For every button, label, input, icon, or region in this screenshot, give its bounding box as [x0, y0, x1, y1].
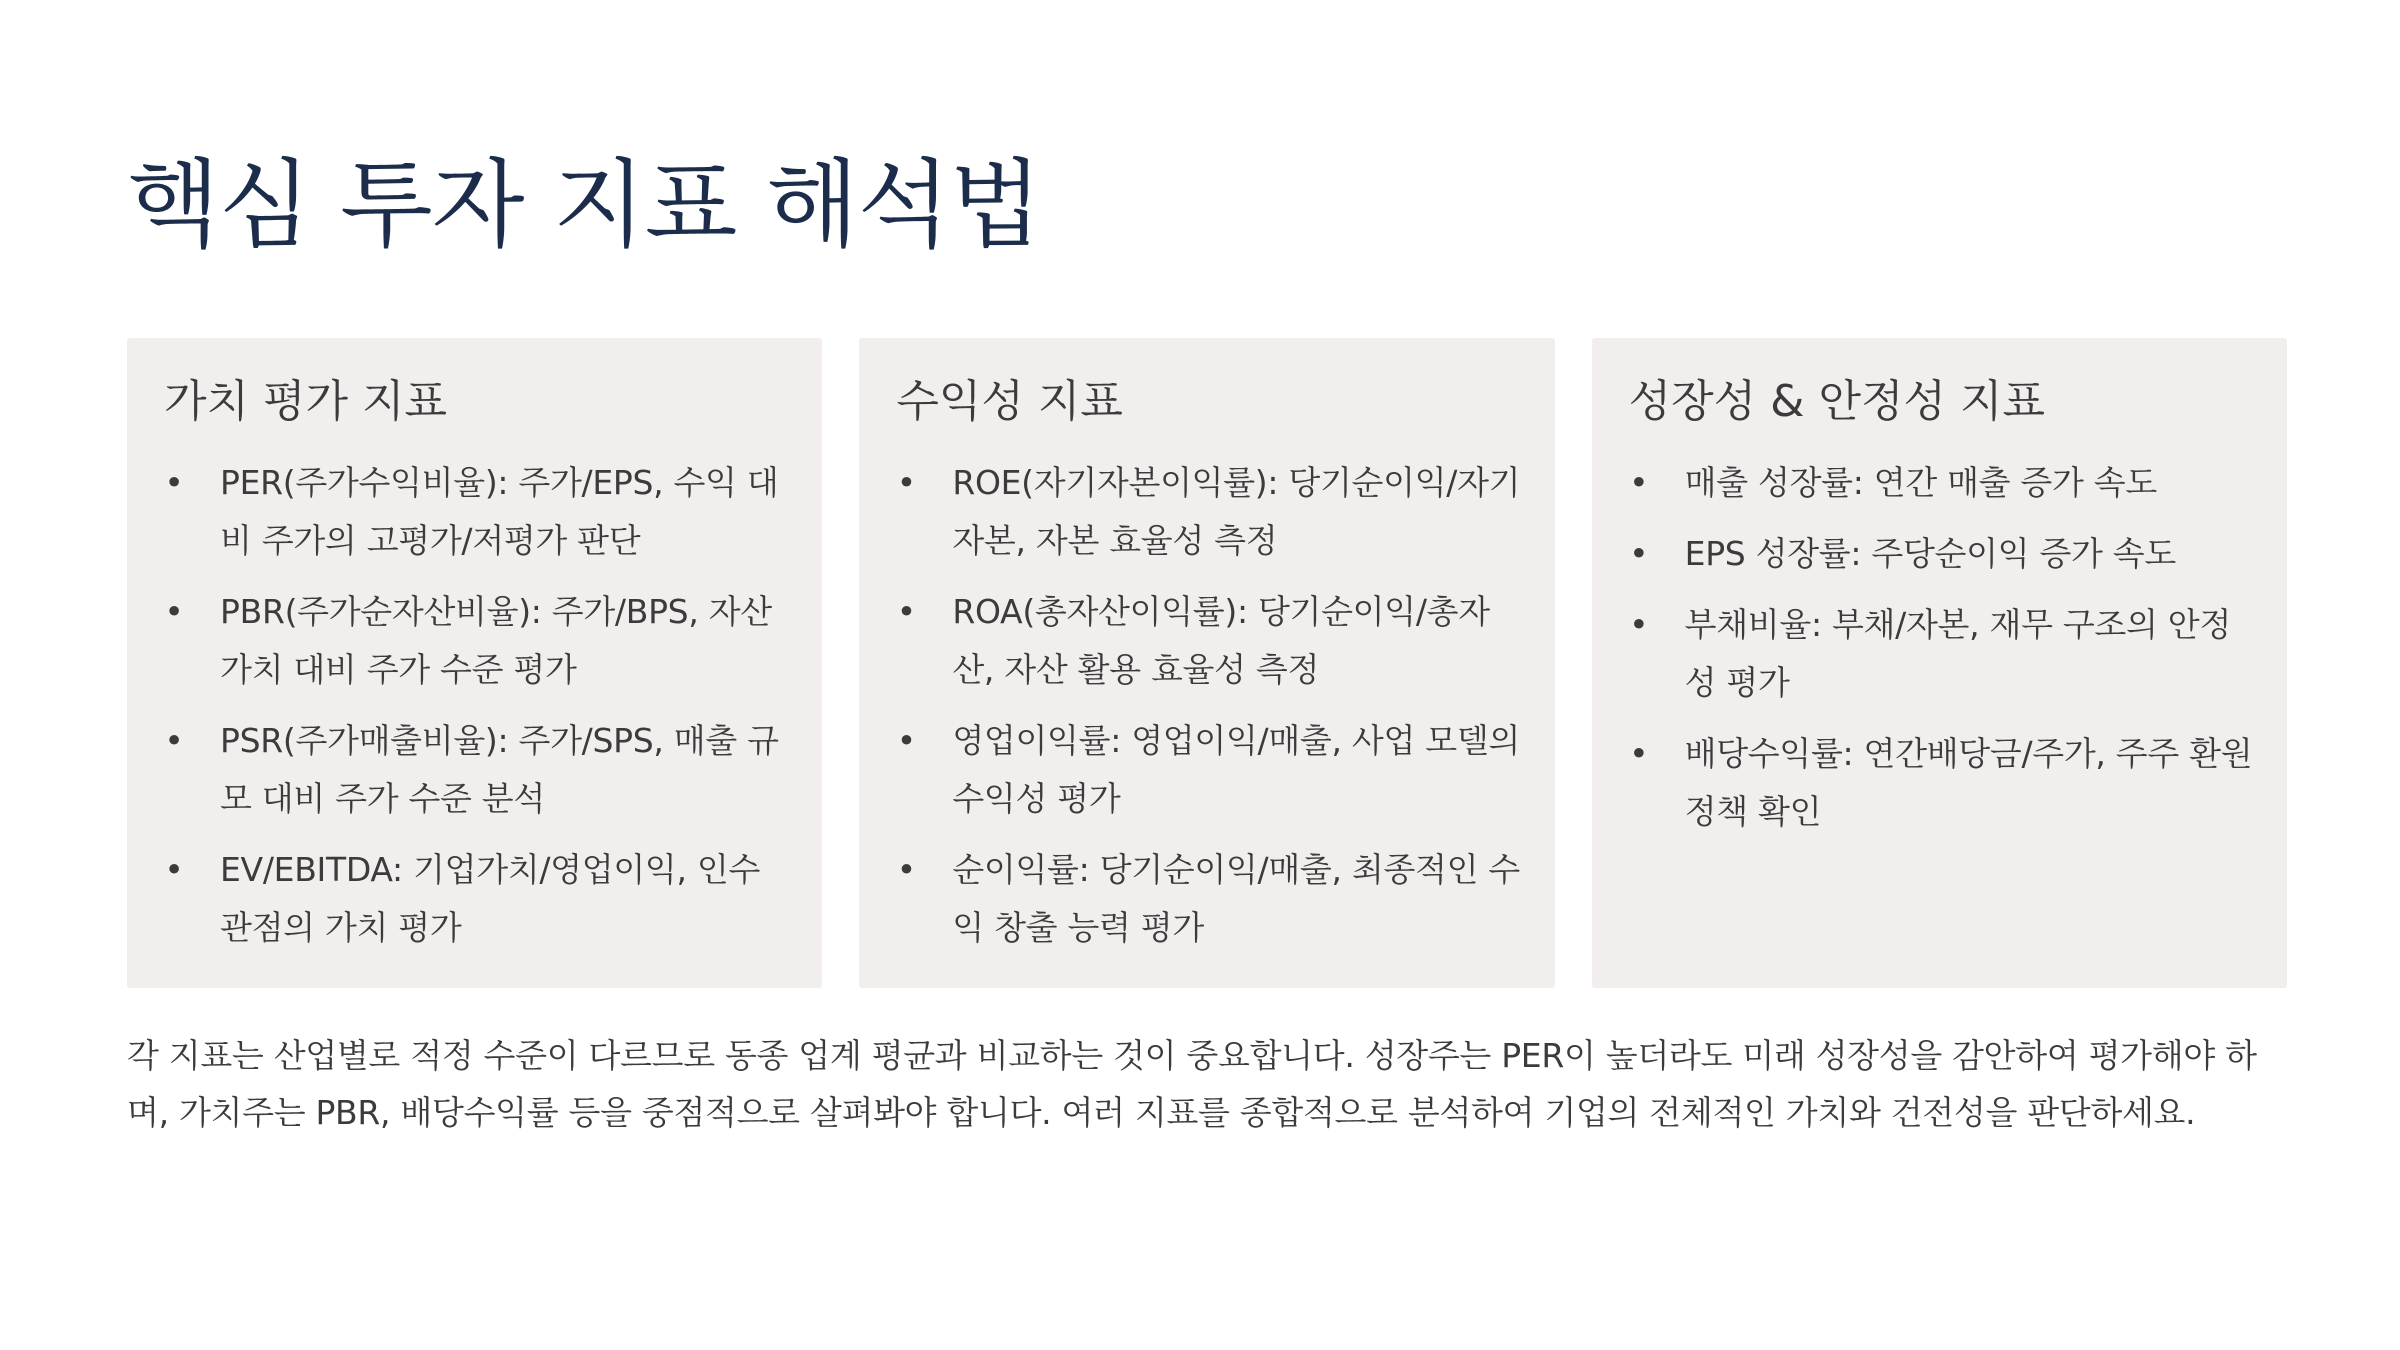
bullet-icon: •: [896, 721, 916, 760]
bullet-icon: •: [1629, 734, 1649, 773]
list-item: [896, 454, 1524, 570]
list-item-text: ROA(총자산이익률): 당기순이익/총자산, 자산 활용 효율성 측정: [952, 592, 1490, 689]
bullet-icon: •: [164, 850, 184, 889]
list-item: [896, 583, 1524, 699]
slide-title: 핵심 투자 지표 해석법: [127, 149, 1042, 261]
footer-note: 각 지표는 산업별로 적정 수준이 다르므로 동종 업계 평균과 비교하는 것이 중요합니다. 성장주는 PER이 높더라도 미래 성장성을 감안하여 평가해야 하며, 가치주는 PBR, 배당수익률 등을 중점적으로 살펴봐야 합니다. 여러 지표를 종합적으로 분석하여 기업의 전체적인 가치와 건전성을 판단하세요.: [127, 1036, 2257, 1132]
bullet-icon: •: [164, 592, 184, 631]
list-item-text: ROE(자기자본이익률): 당기순이익/자기자본, 자본 효율성 측정: [952, 463, 1521, 560]
list-item-text: 부채비율: 부채/자본, 재무 구조의 안정성 평가: [1684, 605, 2231, 702]
card-heading: 수익성 지표: [896, 376, 1123, 427]
list-item-text: 배당수익률: 연간배당금/주가, 주주 환원 정책 확인: [1684, 734, 2253, 831]
list-item: [1629, 596, 2257, 712]
list-item-text: 매출 성장률: 연간 매출 증가 속도: [1684, 463, 2157, 502]
list-item: [164, 583, 792, 699]
list-item: [164, 712, 792, 828]
list-item-text: PSR(주가매출비율): 주가/SPS, 매출 규모 대비 주가 수준 분석: [220, 721, 779, 818]
list-item: [164, 454, 792, 570]
card-heading: 가치 평가 지표: [164, 376, 447, 427]
list-item: [1629, 525, 2257, 583]
indicator-cards: [127, 338, 2287, 988]
bullet-icon: •: [1629, 534, 1649, 573]
card-list: [1629, 454, 2257, 841]
list-item: [1629, 725, 2257, 841]
list-item: [896, 841, 1524, 957]
bullet-icon: •: [896, 850, 916, 889]
list-item-text: PER(주가수익비율): 주가/EPS, 수익 대비 주가의 고평가/저평가 판단: [220, 463, 779, 560]
card-growth-stability: [1592, 338, 2287, 988]
bullet-icon: •: [896, 592, 916, 631]
card-valuation: [127, 338, 822, 988]
bullet-icon: •: [164, 463, 184, 502]
card-heading: 성장성 & 안정성 지표: [1628, 376, 2045, 427]
card-list: [164, 454, 792, 957]
list-item-text: 영업이익률: 영업이익/매출, 사업 모델의 수익성 평가: [952, 721, 1520, 818]
list-item-text: 순이익률: 당기순이익/매출, 최종적인 수익 창출 능력 평가: [952, 850, 1520, 947]
bullet-icon: •: [164, 721, 184, 760]
list-item: [164, 841, 792, 957]
list-item: [896, 712, 1524, 828]
list-item: [1629, 454, 2257, 512]
bullet-icon: •: [1629, 463, 1649, 502]
card-profitability: [859, 338, 1554, 988]
list-item-text: EPS 성장률: 주당순이익 증가 속도: [1684, 534, 2176, 573]
list-item-text: EV/EBITDA: 기업가치/영업이익, 인수 관점의 가치 평가: [220, 850, 761, 947]
bullet-icon: •: [896, 463, 916, 502]
bullet-icon: •: [1629, 605, 1649, 644]
card-list: [896, 454, 1524, 957]
list-item-text: PBR(주가순자산비율): 주가/BPS, 자산 가치 대비 주가 수준 평가: [220, 592, 772, 689]
